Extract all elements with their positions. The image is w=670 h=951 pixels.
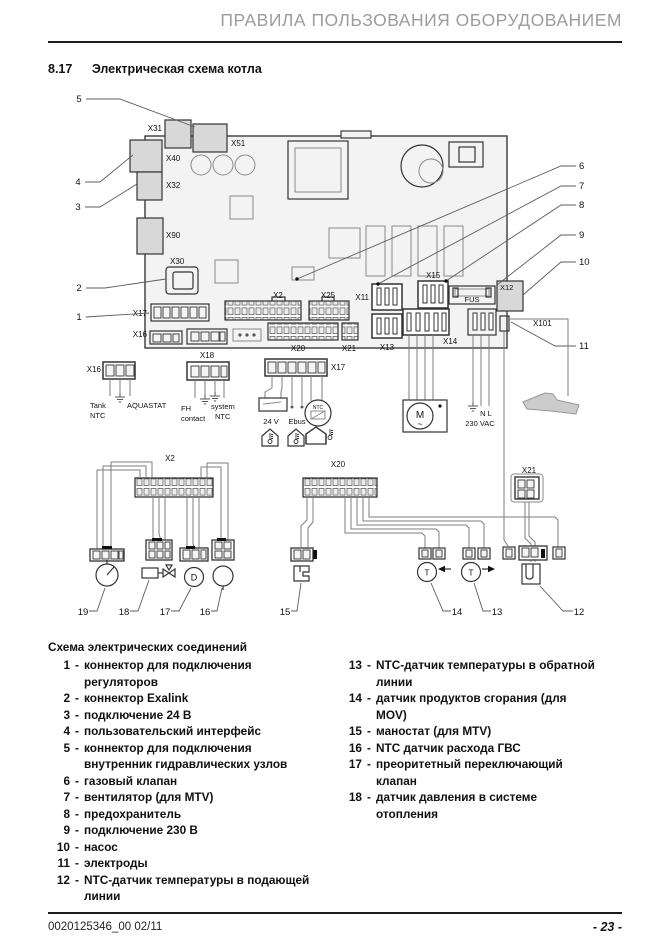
breakout-row-1 [87,319,579,546]
label-tank: Tank [90,401,106,410]
label-x101: X101 [533,319,552,328]
legend-item-dash: - [75,790,79,804]
legend-item-dash: - [75,724,79,738]
legend-item-dash: - [367,691,371,705]
component-19-pressure-gauge [90,546,124,586]
legend-item [48,773,340,790]
legend-item-number: 12 [56,872,70,887]
label-t13: T [468,567,474,578]
callout-10: 10 [579,257,590,268]
label-fh: FH [181,404,191,413]
legend-item-dash: - [75,806,79,821]
legend-item [340,657,628,690]
legend-item-number: 2 [63,691,70,705]
label-system: system [211,402,235,411]
connector-x12 [497,281,523,311]
legend-item-text: NTC-датчик температуры в подающей линии [84,872,310,903]
callout-13: 13 [491,607,503,618]
legend-item-dash: - [75,740,79,755]
callout-3: 3 [75,202,81,213]
label-230vac: 230 VAC [465,419,495,428]
footer-rule [48,912,622,914]
plug-x16 [87,362,167,420]
label-x12: X12 [500,283,514,292]
legend-item-text: маностат (для MTV) [376,724,492,738]
callout-12: 12 [573,607,585,618]
label-x32: X32 [166,181,181,190]
legend-item-dash: - [367,740,371,755]
legend-item [340,756,628,789]
label-x17-plug: X17 [331,363,346,372]
callout-1: 1 [76,312,82,323]
legend-title: Схема электрических соединений [48,640,248,654]
legend-item-number: 10 [56,839,70,854]
label-fh-contact: contact [181,414,206,423]
legend-item-number: 13 [348,658,362,672]
legend-item-number: 16 [348,740,362,755]
label-x20-plug: X20 [330,460,346,469]
callouts-bottom [78,580,585,618]
legend-item [48,806,340,823]
callout-16: 16 [199,607,211,618]
label-x90: X90 [166,231,181,240]
legend-item [48,740,340,773]
legend-item-text: коннектор для подключения внутренник гидравлических узлов [84,740,288,771]
pump-motor [403,335,447,432]
legend-item-dash: - [75,839,79,854]
callout-17: 17 [159,607,171,618]
callout-2: 2 [76,283,82,294]
label-x30: X30 [170,257,185,266]
legend-item-text: датчик продуктов сгорания (для MOV) [376,691,567,722]
legend-item-number: 18 [348,790,362,804]
legend-item-number: 4 [63,724,70,738]
callout-6: 6 [579,161,585,172]
section-heading [48,62,262,76]
legend-item-dash: - [367,724,371,738]
callout-14: 14 [451,607,463,618]
legend-item [48,789,340,806]
label-n-l: N L [480,409,492,418]
legend-item-dash: - [367,757,371,771]
electrode-cable-shape [523,393,579,414]
label-x17-board: X17 [132,309,147,318]
callout-11: 11 [579,341,589,352]
legend-item-number: 1 [63,658,70,672]
label-motor-tilde: ~ [417,419,423,429]
legend-item-text: насос [84,839,118,854]
callout-7: 7 [579,181,585,192]
legend-item [48,822,340,839]
label-x21-board: X21 [341,344,357,353]
legend-item-text: датчик давления в системе отопления [376,790,538,821]
legend-item-text: электроды [84,856,148,870]
connector-x21-board [342,323,358,353]
footer-doc-number: 0020125346_00 02/11 [48,921,163,933]
legend-item-text: подключение 24 В [84,707,192,722]
legend-item [48,839,340,856]
callout-5: 5 [76,94,82,105]
legend-item [340,740,628,757]
callout-18: 18 [118,607,130,618]
legend-item-dash: - [75,707,79,722]
legend-item-text: предохранитель [84,806,182,821]
legend [48,640,628,905]
legend-item-text: преоритетный переключающий клапан [376,757,563,788]
legend-column-right [340,657,628,905]
legend-item-dash: - [75,856,79,870]
page-header-title: ПРАВИЛА ПОЛЬЗОВАНИЯ ОБОРУДОВАНИЕМ [220,10,622,30]
legend-item-dash: - [367,790,371,804]
label-motor-m: M [415,410,425,421]
component-15-manostat [291,548,317,581]
legend-item-dash: - [367,658,371,672]
label-x20-board: X20 [290,344,306,353]
legend-item [340,690,628,723]
connector-x101 [500,316,552,331]
legend-item-number: 9 [63,823,70,837]
component-16-flow-sensor [212,538,234,590]
legend-item [340,789,628,822]
label-x16-plug: X16 [86,365,101,374]
label-x14: X14 [443,337,458,346]
legend-item-dash: - [75,872,79,887]
component-17-priority-valve [180,546,208,587]
label-x11: X11 [355,293,369,302]
legend-item-number: 6 [63,773,70,788]
component-13-return-ntc [462,548,496,582]
legend-item-text: NTC-датчик температуры в обратной линии [376,658,595,689]
component-18-diverter-valve [142,538,175,578]
legend-item [48,855,340,872]
label-x51: X51 [231,139,246,148]
callout-19: 19 [77,607,89,618]
section-title: Электрическая схема котла [91,62,262,76]
section-number: 8.17 [48,62,73,76]
label-ebus: Ebus [288,417,306,426]
label-x2-plug: X2 [165,454,175,463]
label-x40: X40 [166,154,181,163]
label-tank-ntc: NTC [90,411,106,420]
legend-item-dash: - [75,773,79,788]
legend-item-dash: - [75,691,79,705]
callout-4: 4 [75,177,81,188]
label-x31: X31 [147,124,162,133]
component-12-supply-ntc [503,546,565,584]
callout-9: 9 [579,230,585,241]
plug-x17 [259,359,346,446]
legend-item-dash: - [75,823,79,837]
label-x18-plug: X18 [199,351,215,360]
plug-x2 [97,454,228,549]
label-t14: T [424,567,430,578]
label-aquastat: AQUASTAT [127,401,167,410]
label-x25-board: X25 [320,291,336,300]
header-rule [48,41,622,43]
wiring-diagram [45,88,630,636]
callout-8: 8 [579,200,585,211]
legend-item [340,723,628,740]
electrode-bracket [504,319,579,546]
legend-item-text: пользовательский интерфейс [84,724,262,738]
legend-item-text: коннектор Exalink [84,691,189,705]
legend-item [48,872,340,905]
legend-item-text: вентилятор (для MTV) [84,790,214,804]
callout-15: 15 [279,607,291,618]
legend-item [48,657,340,690]
label-system-ntc: NTC [215,412,231,421]
breakout-row-2 [78,454,585,618]
label-x2-board: X2 [273,291,283,300]
legend-item-number: 8 [63,806,70,821]
label-ntc-circle: NTC [312,405,324,411]
component-14-flue-sensor [418,548,452,582]
legend-item-number: 15 [348,724,362,738]
mains-terminal [465,335,495,428]
legend-item-number: 17 [348,757,362,771]
legend-item-number: 11 [57,856,70,870]
label-x15: X15 [426,271,441,280]
plug-x18 [181,351,235,423]
legend-item-number: 5 [63,740,70,755]
legend-item-text: подключение 230 В [84,823,198,837]
label-x16-board: X16 [132,330,147,339]
label-x21-plug: X21 [521,466,537,475]
legend-item-number: 3 [63,707,70,722]
legend-item-text: газовый клапан [84,773,178,788]
legend-item-number: 14 [348,691,362,705]
legend-item [48,723,340,740]
legend-item [48,707,340,724]
legend-item-text: NTC датчик расхода ГВС [376,740,521,755]
legend-column-left [48,657,340,905]
label-24v: 24 V [263,417,279,426]
legend-item-text: коннектор для подключения регуляторов [84,658,252,689]
footer-page-number: - 23 - [592,920,622,934]
label-x13: X13 [379,343,395,352]
legend-item-dash: - [75,658,79,672]
label-fus: FUS [464,295,480,304]
legend-item [48,690,340,707]
legend-item-number: 7 [63,790,70,804]
label-d: D [190,572,198,583]
plug-x20 [301,460,558,548]
